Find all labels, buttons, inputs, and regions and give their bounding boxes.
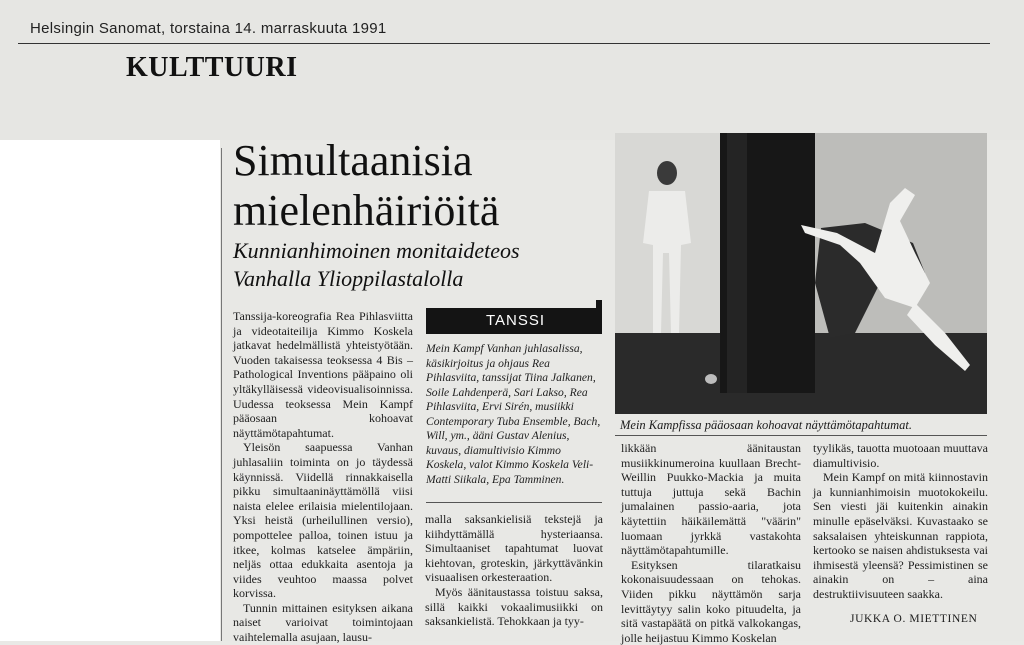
subhead-line-1: Kunnianhimoinen monitaideteos xyxy=(233,238,520,263)
production-credits: Mein Kampf Vanhan juhlasalissa, käsikirjoitus ja ohjaus Rea Pihlasviita, tanssijat Tiina Jalkanen, Soile Lahdenperä, Sari Lakso, Rea Pihlasviita, Ervi Sirén, musiikki Contemporary Tuba Ensemble, Bach, Will, ym., ääni Gustav Alenius, kuvaus, diamultivisio Kimmo Koskela, valot Kimmo Koskela Veli-Matti Siikala, Epa Tamminen. xyxy=(426,342,601,486)
photo-caption: Mein Kampfissa pääosaan kohoavat näyttämötapahtumat. xyxy=(620,418,912,432)
article-column-3 xyxy=(621,441,801,645)
paragraph: Myös äänitaustassa toistuu saksa, sillä kaikki vokaalimusiikki on saksankielistä. Tehokkaan ja tyy- xyxy=(425,584,603,629)
article-column-2 xyxy=(425,512,603,629)
article-column-1 xyxy=(233,309,413,645)
headline xyxy=(233,136,499,236)
headline-line-1: Simultaanisia xyxy=(233,136,473,185)
paragraph: Tunnin mittainen esityksen aikana naiset varioivat toimintojaan vaihtelemalla asujaan, lausu- xyxy=(233,600,413,645)
subheadline xyxy=(233,237,520,293)
section-title: KULTTUURI xyxy=(126,52,298,83)
column-rule xyxy=(221,148,222,641)
paragraph: Mein Kampf on mitä kiinnostavin ja kunnianhimoisin muotokokeilu. Sen viesti jäi kuitenkin ainakin minulle epäselväksi. Kuvastaako se saksalaisen yhteiskunnan rappiota, kertooko se naisen ahdistuksesta vai ihmisestä yleensä? Pessimistinen se ainakin on – aina destruktiivisuuteen saakka. xyxy=(813,470,988,601)
caption-rule xyxy=(615,435,987,436)
masthead: Helsingin Sanomat, torstaina 14. marraskuuta 1991 xyxy=(30,20,387,37)
paragraph: tyylikäs, tauotta muotoaan muuttava diamultivisio. xyxy=(813,441,988,470)
category-tag: TANSSI xyxy=(426,308,602,334)
subhead-line-2: Vanhalla Ylioppilastalolla xyxy=(233,266,464,291)
performance-photo xyxy=(615,133,987,414)
headline-line-2: mielenhäiriöitä xyxy=(233,186,500,235)
paragraph: Tanssija-koreografia Rea Pihlasviitta ja videotaiteilija Kimmo Koskela jatkavat hedelmällistä yhteistyötään. Vuoden takaisessa teoksessa 4 Bis – Pathological Inventions pääpaino oli yltäkylläisessä videovisualisoinnissa. Uudessa teoksessa Mein Kampf pääosaan kohoavat näyttämötapahtumat. xyxy=(233,309,413,440)
blank-area xyxy=(0,140,220,641)
article-column-4 xyxy=(813,441,988,602)
masthead-rule xyxy=(18,43,990,44)
credits-rule xyxy=(426,502,602,503)
photo-illustration xyxy=(615,133,987,414)
paragraph: Yleisön saapuessa Vanhan juhlasaliin toiminta on jo täydessä käynnissä. Viidellä rinnakkaisella pikku simultaaninäyttämöllä viisi naista elelee erilaisia mielentilojaan. Yksi heistä (urheilullinen versio), pompottelee palloa, toinen istuu ja itkee, kolmas katselee ämpäriin, neljäs ottaa edukkaita asentoja ja viides veuhtoo maassa polvet korvissa. xyxy=(233,440,413,601)
paragraph: Esityksen tilaratkaisu kokonaisuudessaan on tehokas. Viiden pikku näyttämön sarja levittäytyy salin koko pituudelta, ja sitä vastapäätä on pitkä valkokangas, jolle heijastuu Kimmo Koskelan xyxy=(621,557,801,645)
paragraph: malla saksankielisiä tekstejä ja kiihdyttämällä hysteriaansa. Simultaaniset tapahtumat luovat kiehtovan, groteskin, järkyttävänkin visuaalisen orkesteraation. xyxy=(425,512,603,585)
byline: JUKKA O. MIETTINEN xyxy=(850,613,978,625)
paragraph: likkään äänitaustan musiikkinumeroina kuullaan Brecht-Weillin Puukko-Mackia ja muita tuttuja juttuja sekä Bachin jumalainen passio-aaria, jota käytettiin häikäilemättä "väärin" luomaan jyrkkä vastakohta näyttämötapahtumille. xyxy=(621,441,801,558)
